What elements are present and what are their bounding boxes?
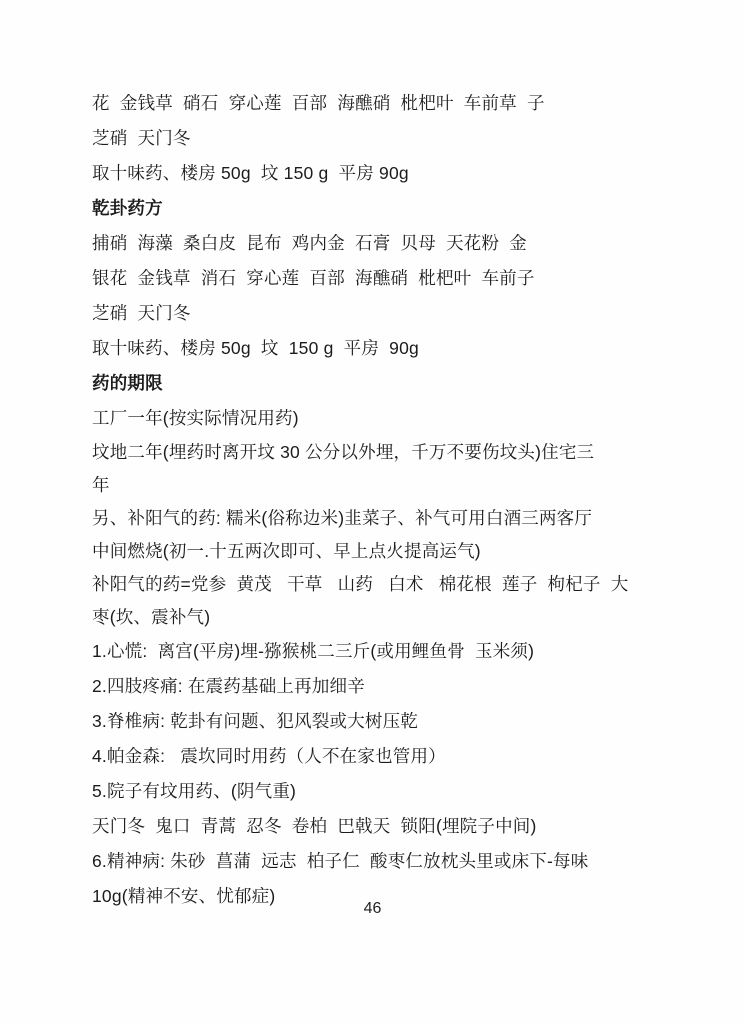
text-line: 坟地二年(埋药时离开坟 30 公分以外埋，千万不要伤坟头)住宅三 (92, 442, 595, 462)
list-item: 2.四肢疼痛: 在震药基础上再加细辛 (92, 676, 365, 696)
text-line: 工厂一年(按实际情况用药) (92, 408, 299, 428)
text-line: 枣(坎、震补气) (92, 607, 211, 627)
list-item: 1.心慌: 离宫(平房)埋-猕猴桃二三斤(或用鲤鱼骨 玉米须) (92, 641, 535, 661)
text-line: 捕硝 海藻 桑白皮 昆布 鸡内金 石膏 贝母 天花粉 金 (92, 233, 527, 253)
document-body (92, 86, 658, 914)
list-item: 4.帕金森: 震坎同时用药（人不在家也管用） (92, 746, 446, 766)
section-heading-medicine-period: 药的期限 (92, 373, 163, 393)
text-line: 另、补阳气的药: 糯米(俗称边米)韭菜子、补气可用白酒三两客厅 (92, 508, 593, 528)
text-line: 芝硝 天门冬 (92, 303, 191, 323)
text-line: 花 金钱草 硝石 穿心莲 百部 海醮硝 枇杷叶 车前草 子 (92, 93, 545, 113)
text-line: 年 (92, 475, 110, 495)
text-line: 银花 金钱草 消石 穿心莲 百部 海醮硝 枇杷叶 车前子 (92, 268, 535, 288)
list-item: 3.脊椎病: 乾卦有问题、犯风裂或大树压乾 (92, 711, 419, 731)
list-item: 5.院子有坟用药、(阴气重) (92, 781, 297, 801)
section-heading-qian-gua: 乾卦药方 (92, 198, 163, 218)
text-line: 取十味药、楼房 50g 坟 150 g 平房 90g (92, 163, 409, 183)
text-line: 补阳气的药=党参 黄茂 干草 山药 白术 棉花根 莲子 枸杞子 大 (92, 574, 629, 594)
text-line: 中间燃烧(初一.十五两次即可、早上点火提高运气) (92, 541, 481, 561)
page-number: 46 (363, 900, 382, 917)
text-line: 天门冬 鬼口 青蒿 忍冬 卷柏 巴戟天 锁阳(埋院子中间) (92, 816, 537, 836)
text-line: 10g(精神不安、忧郁症) (92, 886, 276, 906)
list-item: 6.精神病: 朱砂 菖蒲 远志 柏子仁 酸枣仁放枕头里或床下-每味 (92, 851, 589, 871)
text-line: 芝硝 天门冬 (92, 128, 191, 148)
text-line: 取十味药、楼房 50g 坟 150 g 平房 90g (92, 338, 419, 358)
